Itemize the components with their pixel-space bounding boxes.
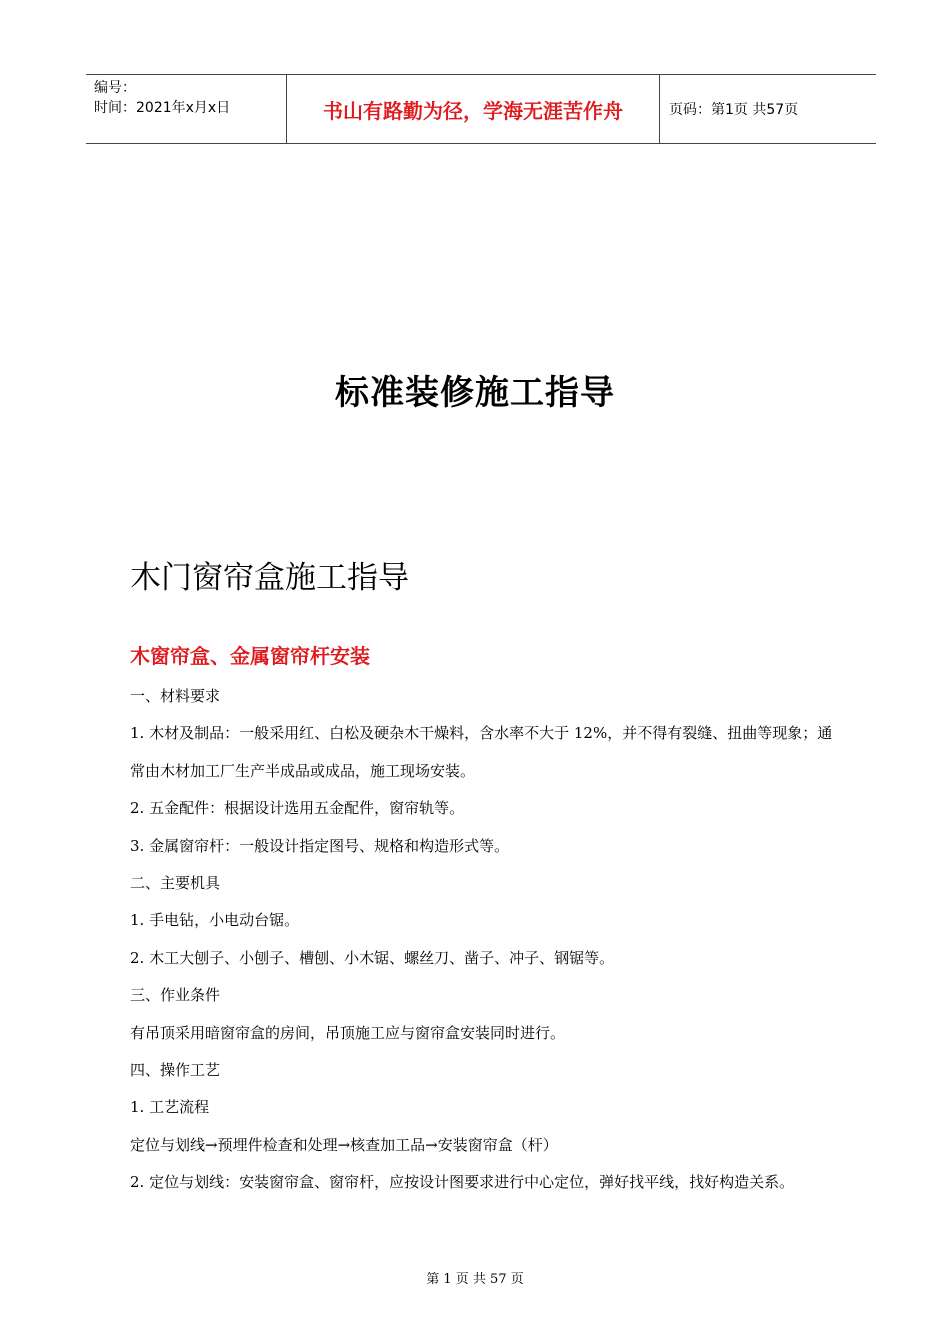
paragraph: 2. 木工大刨子、小刨子、槽刨、小木锯、螺丝刀、凿子、冲子、钢锯等。 <box>130 948 615 967</box>
document-number-label: 编号： <box>94 80 136 96</box>
header-page-count: 页码：第1页 共57页 <box>669 102 799 118</box>
paragraph: 2. 定位与划线：安装窗帘盒、窗帘杆，应按设计图要求进行中心定位，弹好找平线，找好构造关系。 <box>130 1173 795 1192</box>
document-time-label: 时间：2021年x月x日 <box>94 100 231 116</box>
paragraph: 三、作业条件 <box>130 986 221 1005</box>
paragraph: 有吊顶采用暗窗帘盒的房间，吊顶施工应与窗帘盒安装同时进行。 <box>130 1023 566 1042</box>
page-header <box>86 74 876 144</box>
paragraph: 2. 五金配件：根据设计选用五金配件，窗帘轨等。 <box>130 799 465 818</box>
paragraph: 1. 木材及制品：一般采用红、白松及硬杂木干燥料，含水率不大于 12%，并不得有裂缝、扭曲等现象；通常由木材加工厂生产半成品或成品，施工现场安装。 <box>130 724 833 780</box>
paragraph: 定位与划线→预埋件检查和处理→核查加工品→安装窗帘盒（杆） <box>130 1135 558 1154</box>
paragraph: 一、材料要求 <box>130 687 221 705</box>
document-title: 标准装修施工指导 <box>335 373 615 413</box>
page-footer: 第 1 页 共 57 页 <box>426 1272 524 1287</box>
document-body <box>130 678 835 1202</box>
header-motto: 书山有路勤为径，学海无涯苦作舟 <box>287 75 660 143</box>
subsection-heading: 木窗帘盒、金属窗帘杆安装 <box>130 644 370 668</box>
paragraph: 3. 金属窗帘杆：一般设计指定图号、规格和构造形式等。 <box>130 836 510 855</box>
header-meta <box>86 75 287 143</box>
paragraph: 二、主要机具 <box>130 874 221 893</box>
paragraph: 1. 手电钻，小电动台锯。 <box>130 911 300 930</box>
paragraph: 1. 工艺流程 <box>130 1098 210 1117</box>
paragraph: 四、操作工艺 <box>130 1061 221 1080</box>
section-heading: 木门窗帘盒施工指导 <box>130 560 409 596</box>
